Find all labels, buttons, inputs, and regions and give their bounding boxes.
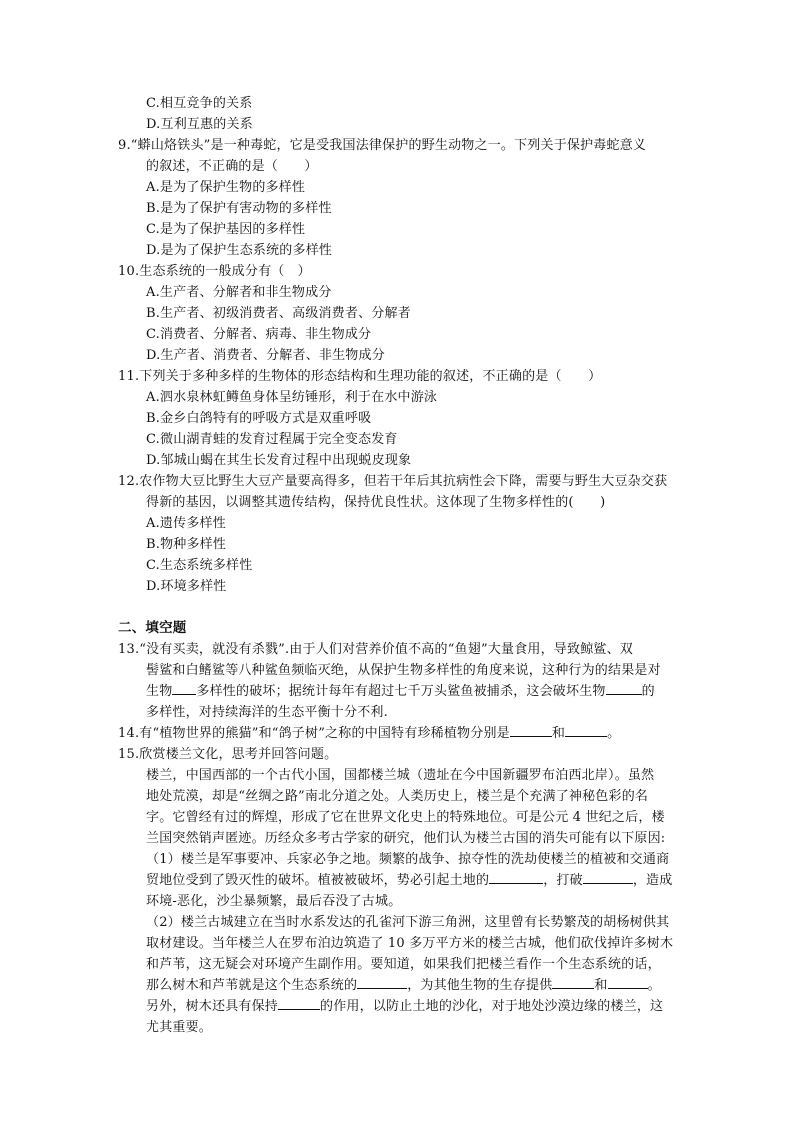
q15-sub1-text-c: ，造成 [632, 873, 673, 888]
q15-sub2-text-f: 的作用，以防止土地的沙化，对于地处沙漠边缘的楼兰，这 [320, 999, 664, 1014]
q15-passage-line-2: 地处荒漠，却是“丝绸之路”南北分道之处。人类历史上，楼兰是个充满了神秘色彩的名 [146, 789, 649, 804]
q15-sub2-text-e: 另外，树木还具有保持 [146, 999, 279, 1014]
q11-stem: 11.下列关于多种多样的生物体的形态结构和生理功能的叙述，不正确的是（ ） [118, 369, 602, 384]
q13-text-c: 的 [641, 684, 655, 699]
q15-sub2-line-3: 和芦苇，这无疑会对环境产生副作用。要知道，如果我们把楼兰看作一个生态系统的话， [146, 957, 661, 972]
q8-option-c: C.相互竞争的关系 [146, 96, 253, 111]
q11-option-d: D.邹城山蝎在其生长发育过程中出现蜕皮现象 [146, 453, 412, 468]
q15-passage-line-4: 兰国突然销声匿迹。历经众多考古学家的研究，他们认为楼兰古国的消失可能有以下原因: [146, 831, 666, 846]
q9-option-c: C.是为了保护基因的多样性 [146, 222, 306, 237]
q15-sub2-text-a: 那么树木和芦苇就是这个生态系统的 [146, 978, 358, 993]
q10-stem: 10.生态系统的一般成分有（ ） [118, 264, 311, 279]
q15-sub1-text-a: 贸地位受到了毁灭性的破坏。植被被破坏，势必引起土地的 [146, 873, 490, 888]
q15-blank-3[interactable] [357, 975, 407, 989]
q10-option-a: A.生产者、分解者和非生物成分 [146, 285, 332, 300]
q13-line-2: 髻鲨和白鳍鲨等八种鲨鱼频临灭绝，从保护生物多样性的角度来说，这种行为的结果是对 [146, 663, 661, 678]
q12-stem-cont: 得新的基因，以调整其遗传结构，保持优良性状。这体现了生物多样性的( ) [146, 495, 606, 510]
q15-sub1-text-b: ，打破 [543, 873, 583, 888]
q13-text-a: 生物 [146, 684, 173, 699]
q15-sub2-line-2: 取材建设。当年楼兰人在罗布泊边筑造了 10 多万平方米的楼兰古城，他们砍伐掉许多树木 [146, 936, 674, 951]
q15-sub2-line-4 [146, 975, 661, 996]
q15-passage-line-3: 字。它曾经有过的辉煌，形成了它在世界文化史上的特殊地位。可是公元 4 世纪之后，楼 [146, 810, 665, 825]
q11-option-b: B.金乡白鸽特有的呼吸方式是双重呼吸 [146, 411, 372, 426]
q12-option-a: A.遗传多样性 [146, 516, 226, 531]
q15-sub2-line-1: （2）楼兰古城建立在当时水系发达的孔雀河下游三角洲，这里曾有长势繁茂的胡杨树供其 [146, 915, 670, 930]
q13-blank-1[interactable] [172, 681, 196, 695]
q15-sub2-text-c: 和 [594, 978, 608, 993]
q10-option-b: B.生产者、初级消费者、高级消费者、分解者 [146, 306, 411, 321]
q9-stem: 9.“蟒山烙铁头”是一种毒蛇，它是受我国法律保护的野生动物之一。下列关于保护毒蛇意义 [118, 138, 647, 153]
q13-blank-2[interactable] [606, 681, 642, 695]
q15-sub1-line-2 [146, 870, 672, 891]
q14-blank-2[interactable] [565, 723, 607, 737]
q14-text-c: 。 [607, 726, 621, 741]
q12-option-b: B.物种多样性 [146, 537, 227, 552]
q10-option-c: C.消费者、分解者、病毒、非生物成分 [146, 327, 372, 342]
q11-option-c: C.微山湖青蛙的发育过程属于完全变态发育 [146, 432, 398, 447]
q15-passage-line-1: 楼兰，中国西部的一个古代小国，国都楼兰城（遗址在今中国新疆罗布泊西北岸）。虽然 [146, 768, 655, 783]
q14-text-b: 和 [551, 726, 566, 741]
q13-line-3 [146, 681, 655, 702]
q12-option-d: D.环境多样性 [146, 579, 227, 594]
q15-blank-6[interactable] [278, 996, 320, 1010]
q14-text-a: 14.有“植物世界的熊猫”和“鸽子树”之称的中国特有珍稀植物分别是 [118, 726, 510, 741]
q15-sub2-line-6: 尤其重要。 [146, 1020, 213, 1035]
q13-line-1: 13.“没有买卖，就没有杀戮”.由于人们对营养价值不高的“鱼翅”大量食用，导致鲸鲨、双 [118, 642, 633, 657]
q14-blank-1[interactable] [510, 723, 552, 737]
q15-sub2-text-b: ，为其他生物的生存提供 [407, 978, 553, 993]
q15-blank-5[interactable] [608, 975, 648, 989]
q10-option-d: D.生产者、消费者、分解者、非生物成分 [146, 348, 385, 363]
q9-option-d: D.是为了保护生态系统的多样性 [146, 243, 333, 258]
q15-sub2-line-5 [146, 996, 663, 1017]
q9-option-a: A.是为了保护生物的多样性 [146, 180, 306, 195]
q8-option-d: D.互利互惠的关系 [146, 117, 253, 132]
q15-sub1-line-3: 环境-恶化，沙尘暴频繁，最后吞没了古城。 [146, 894, 402, 909]
q15-sub2-text-d: 。 [647, 978, 661, 993]
q13-text-b: 多样性的破坏；据统计每年有超过七千万头鲨鱼被捕杀，这会破坏生物 [196, 684, 606, 699]
q15-blank-4[interactable] [552, 975, 594, 989]
q11-option-a: A.泗水泉林虹鳟鱼身体呈纺锤形，利于在水中游泳 [146, 390, 438, 405]
q9-stem-cont: 的叙述，不正确的是（ ） [146, 159, 318, 174]
q13-line-4: 多样性，对持续海洋的生态平衡十分不利. [146, 705, 388, 720]
q12-option-c: C.生态系统多样性 [146, 558, 253, 573]
q15-sub1-line-1: （1）楼兰是军事要冲、兵家必争之地。频繁的战争、掠夺性的洗劫使楼兰的植被和交通商 [146, 852, 670, 867]
section-title-fill-in: 二、填空题 [118, 620, 187, 636]
q9-option-b: B.是为了保护有害动物的多样性 [146, 201, 332, 216]
q14-line [118, 723, 620, 744]
q15-blank-1[interactable] [489, 870, 543, 884]
q12-stem: 12.农作物大豆比野生大豆产量要高得多，但若干年后其抗病性会下降，需要与野生大豆杂交获 [118, 474, 668, 489]
q15-stem: 15.欣赏楼兰文化，思考并回答问题。 [118, 747, 338, 762]
q15-blank-2[interactable] [583, 870, 633, 884]
